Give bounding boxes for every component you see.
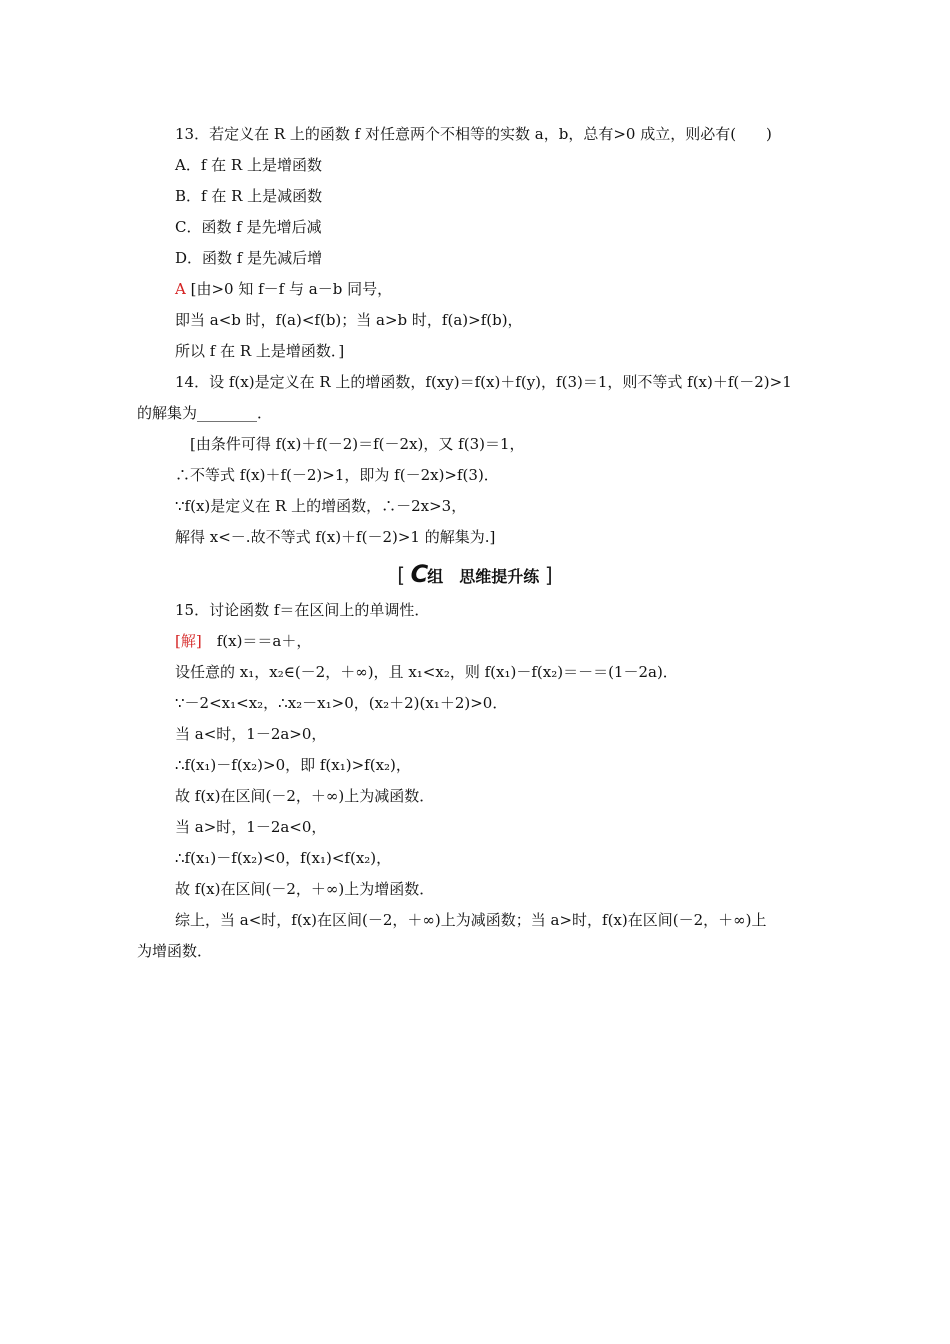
text-line <box>175 248 322 268</box>
text-line <box>175 786 434 806</box>
text-line <box>175 600 429 620</box>
text-line <box>175 155 322 175</box>
text-line <box>175 310 523 330</box>
line-text: [由条件可得 f(x)＋f(－2)＝f(－2x)，又 f(3)＝1， <box>190 435 525 453</box>
line-text: ∴f(x₁)－f(x₂)<0，f(x₁)<f(x₂)， <box>175 849 392 867</box>
text-line <box>175 279 392 299</box>
line-text: 解得 x<－.故不等式 f(x)＋f(－2)>1 的解集为.] <box>175 528 496 546</box>
line-text: 的解集为________． <box>137 404 273 422</box>
right-bracket: ] <box>544 563 553 587</box>
line-text: B．f 在 R 上是减函数 <box>175 187 323 205</box>
section-letter: C <box>410 560 428 588</box>
left-bracket: [ <box>397 563 406 587</box>
line-text: D．函数 f 是先减后增 <box>175 249 323 267</box>
line-text: 所以 f 在 R 上是增函数．] <box>175 342 345 360</box>
text-line <box>175 496 466 516</box>
line-text: ∴不等式 f(x)＋f(－2)>1，即为 f(－2x)>f(3)． <box>175 466 499 484</box>
text-line <box>137 403 272 423</box>
line-text: A．f 在 R 上是增函数 <box>175 156 322 174</box>
text-line <box>175 910 766 930</box>
text-line <box>175 693 507 713</box>
text-line <box>175 631 311 651</box>
line-text: f(x)＝＝a＋， <box>201 632 312 650</box>
line-text: 故 f(x)在区间(－2，＋∞)上为减函数． <box>175 787 435 805</box>
text-line <box>137 941 212 961</box>
answer-label: [解] <box>175 632 202 650</box>
text-line <box>175 662 678 682</box>
line-text: 综上，当 a<时，f(x)在区间(－2，＋∞)上为减函数；当 a>时，f(x)在区间(－2，＋∞)上 <box>175 911 767 929</box>
text-line <box>175 879 434 899</box>
line-text: [由>0 知 f－f 与 a－b 同号， <box>185 280 393 298</box>
text-line <box>175 217 322 237</box>
line-text: ∵f(x)是定义在 R 上的增函数，∴－2x>3， <box>175 497 467 515</box>
answer-label: A <box>175 280 186 298</box>
line-text: 即当 a<b 时，f(a)<f(b)；当 a>b 时，f(a)>f(b)， <box>175 311 523 329</box>
line-text: 15．讨论函数 f＝在区间上的单调性． <box>175 601 430 619</box>
line-text: 当 a>时，1－2a<0， <box>175 818 327 836</box>
line-text: 当 a<时，1－2a>0， <box>175 725 327 743</box>
text-line <box>175 186 322 206</box>
line-text: C．函数 f 是先增后减 <box>175 218 322 236</box>
line-text: 故 f(x)在区间(－2，＋∞)上为增函数． <box>175 880 435 898</box>
line-text: 14．设 f(x)是定义在 R 上的增函数，f(xy)＝f(x)＋f(y)，f(3)＝1，则不等式 f(x)＋f(－2)>1 <box>175 373 792 391</box>
section-header-group-c <box>0 562 950 589</box>
text-line <box>190 434 525 454</box>
text-line <box>175 465 499 485</box>
text-line <box>175 124 772 144</box>
text-line <box>175 848 391 868</box>
text-line <box>175 372 792 392</box>
text-line <box>175 527 495 547</box>
line-text: ∴f(x₁)－f(x₂)>0，即 f(x₁)>f(x₂)， <box>175 756 411 774</box>
text-line <box>175 755 411 775</box>
text-line <box>175 724 326 744</box>
line-text: 13．若定义在 R 上的函数 f 对任意两个不相等的实数 a，b，总有>0 成立，则必有( ) <box>175 125 772 143</box>
line-text: 设任意的 x₁，x₂∈(－2，＋∞)，且 x₁<x₂，则 f(x₁)－f(x₂)＝－＝(1－2a)． <box>175 663 678 681</box>
section-title: 组 思维提升练 <box>427 567 540 586</box>
line-text: 为增函数． <box>137 942 213 960</box>
text-line <box>175 341 344 361</box>
line-text: ∵－2<x₁<x₂，∴x₂－x₁>0，(x₂＋2)(x₁＋2)>0． <box>175 694 508 712</box>
text-line <box>175 817 326 837</box>
